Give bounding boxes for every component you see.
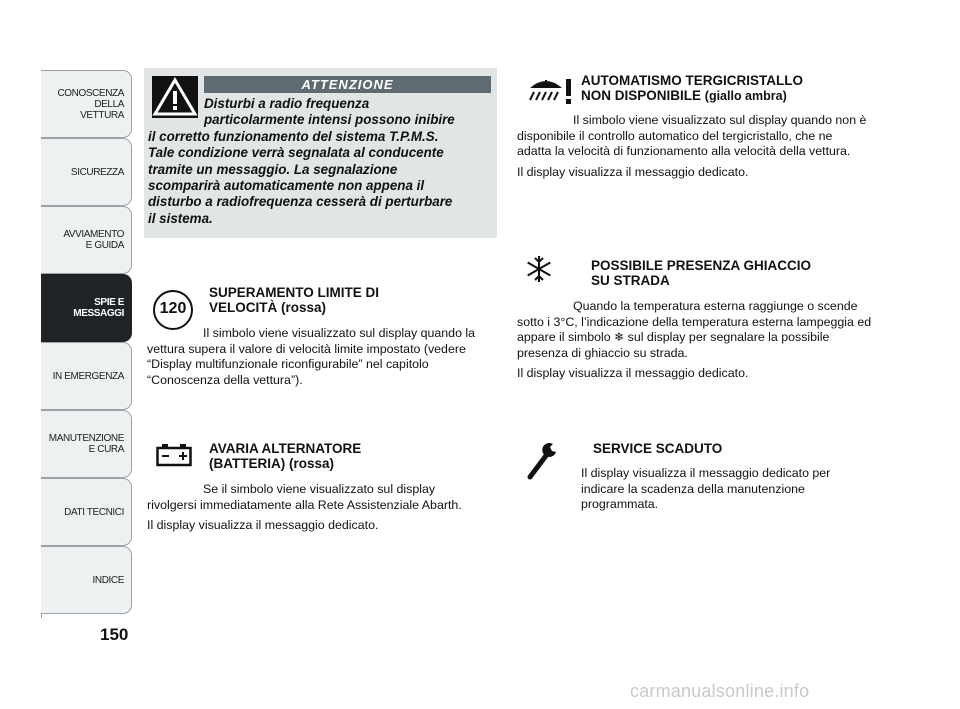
ice-text (517, 299, 872, 387)
warning-line: scomparirà automaticamente non appena il (148, 178, 425, 194)
warning-line: Tale condizione verrà segnalata al conducente (148, 145, 444, 161)
alternator-heading (209, 441, 469, 471)
wrench-icon (524, 441, 558, 486)
heading-line: AUTOMATISMO TERGICRISTALLO (581, 73, 803, 88)
warning-line: Disturbi a radio frequenza (204, 96, 370, 111)
battery-icon (156, 443, 192, 472)
tab-label: E GUIDA (85, 240, 124, 251)
warning-text (148, 96, 493, 227)
wiper-text (517, 113, 869, 185)
heading-suffix: (giallo ambra) (704, 89, 787, 103)
page-number: 150 (100, 625, 129, 644)
tab-label: IN EMERGENZA (52, 370, 124, 382)
tab-label: MESSAGGI (73, 308, 124, 319)
heading-line: VELOCITÀ (rossa) (209, 300, 327, 315)
paragraph: Il simbolo viene visualizzato sul display quando la vettura supera il valore di velocità limite impostato (vedere “Display multifunzionale riconfigurabile” nel capitolo “Conoscenza della vettura”). (147, 326, 476, 387)
snowflake-inline-icon: ❄ (614, 330, 625, 345)
paragraph: Il display visualizza il messaggio dedicato. (147, 518, 379, 533)
tab-label: DELLA (94, 98, 124, 110)
speed-heading (209, 285, 469, 315)
paragraph-part: Quando la temperatura esterna raggiunge o scende sotto i 3°C, l’indicazione della temperatura esterna lampeggia ed appare il simbolo (517, 299, 872, 345)
tab-dati-tecnici[interactable] (41, 478, 132, 546)
tab-label: CONOSCENZA (57, 87, 124, 99)
tab-label: SPIE E (94, 297, 124, 308)
tab-label: SICUREZZA (70, 166, 124, 178)
speed-text (147, 326, 495, 393)
tab-label: VETTURA (80, 109, 124, 121)
warning-line: particolarmente intensi possono inibire (204, 112, 455, 128)
tab-in-emergenza[interactable] (41, 342, 132, 410)
service-text (581, 466, 866, 518)
paragraph: Il display visualizza il messaggio dedicato per indicare la scadenza della manutenzione programmata. (581, 466, 831, 512)
tab-avviamento-guida[interactable] (41, 206, 132, 274)
tab-label: MANUTENZIONE (48, 433, 124, 444)
paragraph-part: sul display per segnalare la possibile presenza di ghiaccio su strada. (517, 330, 830, 360)
tab-label: E CURA (88, 444, 124, 455)
heading-line: (BATTERIA) (rossa) (209, 456, 335, 471)
paragraph: Il display visualizza il messaggio dedicato. (517, 366, 749, 381)
paragraph: Il simbolo viene visualizzato sul display quando non è disponibile il controllo automatico del tergicristallo, che ne adatta la velocità di funzionamento alla velocità della vettura. (517, 113, 867, 159)
tab-spie-messaggi[interactable] (41, 274, 132, 342)
tab-conoscenza-vettura[interactable] (41, 70, 132, 138)
heading-line: SU STRADA (591, 273, 670, 288)
tab-label: INDICE (92, 574, 124, 586)
alternator-text (147, 482, 487, 539)
tab-label: AVVIAMENTO (63, 229, 124, 240)
wiper-heading (581, 73, 871, 104)
paragraph: Il display visualizza il messaggio dedicato. (517, 164, 749, 179)
warning-line: il sistema. (148, 210, 213, 226)
speed-limit-icon: 120 (153, 290, 193, 330)
snowflake-icon (524, 254, 554, 289)
service-heading: SERVICE SCADUTO (593, 441, 723, 456)
warning-box (144, 68, 497, 238)
warning-title: ATTENZIONE (204, 76, 491, 93)
warning-line: disturbo a radiofrequenza cesserà di perturbare (148, 194, 453, 210)
tab-sicurezza[interactable] (41, 138, 132, 206)
watermark: carmanualsonline.info (630, 681, 810, 701)
warning-line: tramite un messaggio. La segnalazione (148, 161, 398, 177)
tab-manutenzione-cura[interactable] (41, 410, 132, 478)
heading-line: SUPERAMENTO LIMITE DI (209, 285, 380, 300)
warning-line: il corretto funzionamento del sistema T.P.M.S. (148, 128, 439, 144)
heading-line: AVARIA ALTERNATORE (209, 441, 362, 456)
wiper-warning-icon (526, 76, 578, 111)
tab-indice[interactable] (41, 546, 132, 614)
paragraph: Se il simbolo viene visualizzato sul display rivolgersi immediatamente alla Rete Assistenziale Abarth. (147, 482, 462, 512)
heading-line: NON DISPONIBILE (581, 88, 702, 103)
heading-line: POSSIBILE PRESENZA GHIACCIO (591, 258, 812, 273)
ice-heading (591, 258, 881, 288)
tab-label: DATI TECNICI (64, 506, 124, 518)
